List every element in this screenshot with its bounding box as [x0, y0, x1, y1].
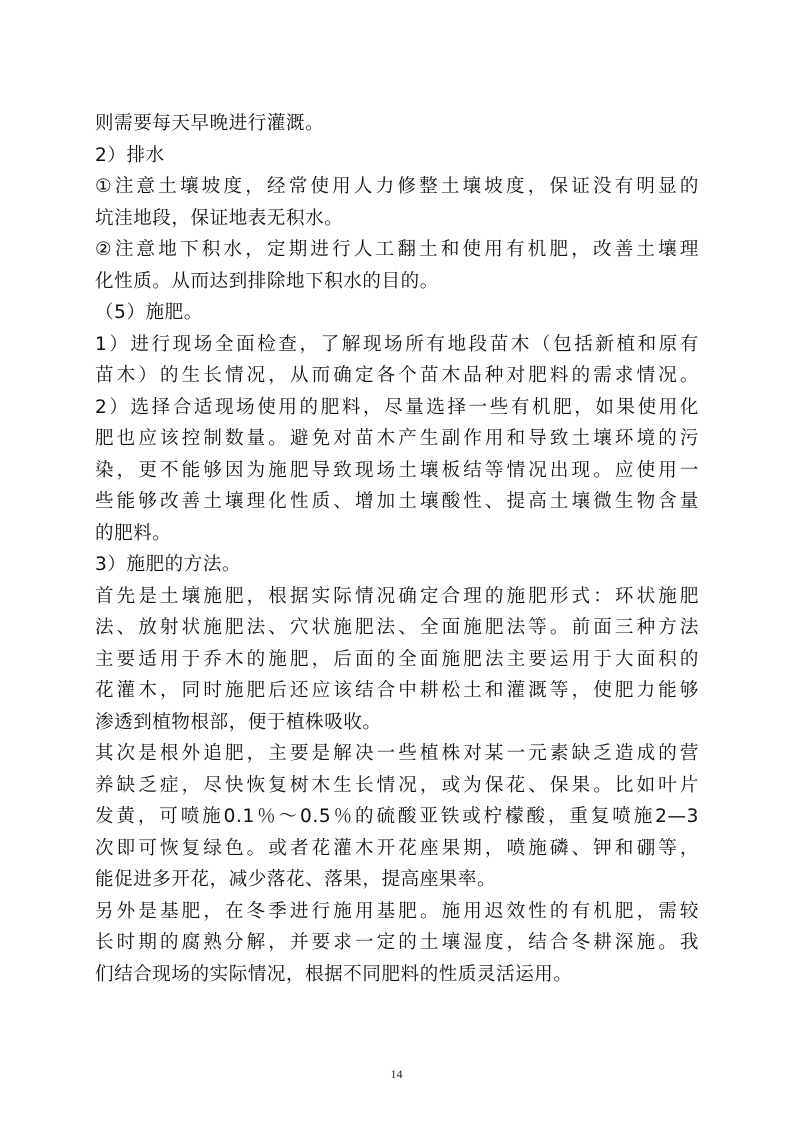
- text-line: 法、放射状施肥法、穴状施肥法、全面施肥法等。前面三种方法: [95, 617, 699, 638]
- text-line: ①注意土壤坡度，经常使用人力修整土壤坡度，保证没有明显的: [95, 176, 699, 197]
- text-line: 肥也应该控制数量。避免对苗木产生副作用和导致土壤环境的污: [95, 428, 699, 449]
- text-line: 坑洼地段，保证地表无积水。: [95, 207, 344, 229]
- text-line: 花灌木，同时施肥后还应该结合中耕松土和灌溉等，使肥力能够: [95, 680, 699, 701]
- text-line: 养缺乏症，尽快恢复树木生长情况，或为保花、保果。比如叶片: [95, 774, 699, 796]
- text-line: 首先是土壤施肥，根据实际情况确定合理的施肥形式：环状施肥: [95, 585, 699, 607]
- text-line: 染，更不能够因为施肥导致现场土壤板结等情况出现。应使用一: [95, 459, 699, 481]
- text-line: 苗木）的生长情况，从而确定各个苗木品种对肥料的需求情况。: [95, 365, 699, 386]
- text-line: 渗透到植物根部，便于植株吸收。: [95, 711, 382, 733]
- text-line: ②注意地下积水，定期进行人工翻土和使用有机肥，改善土壤理: [95, 239, 699, 260]
- text-line: 化性质。从而达到排除地下积水的目的。: [95, 270, 439, 292]
- text-line: 长时期的腐熟分解，并要求一定的土壤湿度，结合冬耕深施。我: [95, 932, 699, 953]
- text-line: 3）施肥的方法。: [95, 554, 242, 575]
- page-number: 14: [390, 1067, 403, 1081]
- text-line: 另外是基肥，在冬季进行施用基肥。施用迟效性的有机肥，需较: [95, 900, 699, 922]
- text-line: 其次是根外追肥，主要是解决一些植株对某一元素缺乏造成的营: [95, 743, 699, 764]
- text-line: 些能够改善土壤理化性质、增加土壤酸性、提高土壤微生物含量: [95, 491, 699, 512]
- text-line: 的肥料。: [95, 522, 172, 544]
- text-line: 1）进行现场全面检查，了解现场所有地段苗木（包括新植和原有: [95, 333, 699, 355]
- text-line: 2）排水: [95, 144, 165, 166]
- body-text: [95, 108, 699, 990]
- text-line: （5）施肥。: [95, 302, 203, 323]
- text-line: 则需要每天早晚进行灌溉。: [95, 113, 325, 134]
- text-line: 能促进多开花，减少落花、落果，提高座果率。: [95, 869, 497, 890]
- text-line: 主要适用于乔木的施肥，后面的全面施肥法主要运用于大面积的: [95, 648, 699, 670]
- text-line: 2）选择合适现场使用的肥料，尽量选择一些有机肥，如果使用化: [95, 396, 699, 418]
- text-line: 次即可恢复绿色。或者花灌木开花座果期，喷施磷、钾和硼等，: [95, 837, 699, 859]
- text-line: 发黄，可喷施0.1％～0.5％的硫酸亚铁或柠檬酸，重复喷施2—3: [95, 806, 699, 827]
- text-line: 们结合现场的实际情况，根据不同肥料的性质灵活运用。: [95, 963, 573, 985]
